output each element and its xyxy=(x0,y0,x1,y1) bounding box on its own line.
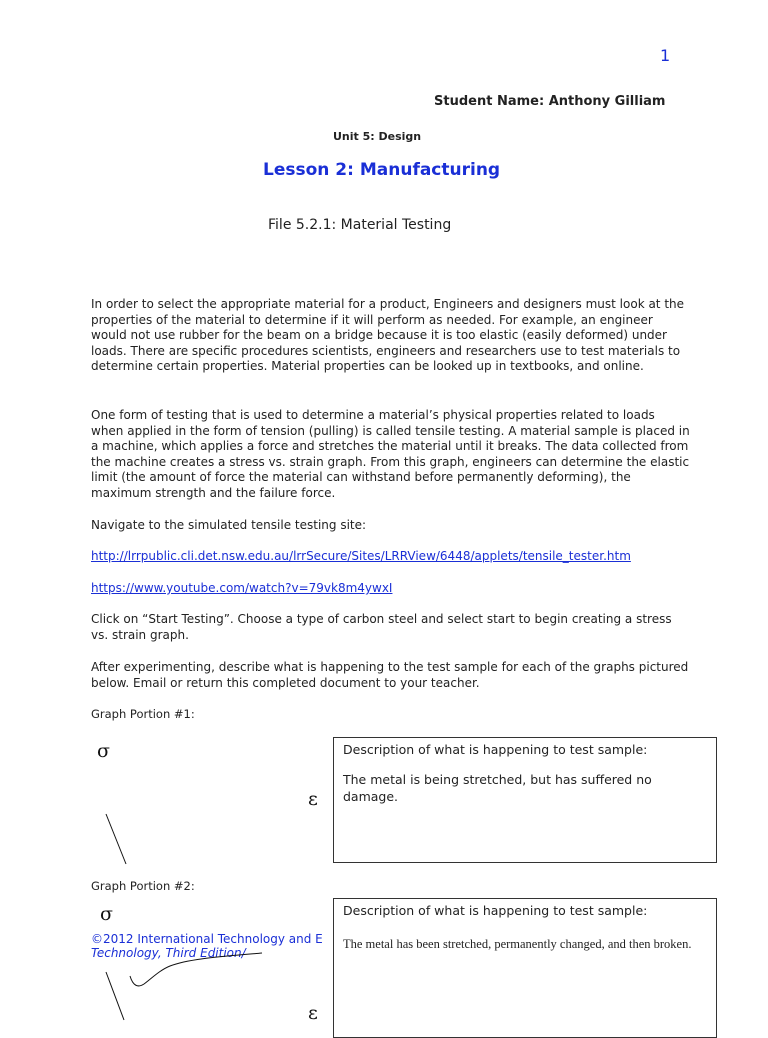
graph-1-description-box[interactable] xyxy=(333,737,717,863)
graph-1-answer[interactable]: The metal is being stretched, but has suffered no damage. xyxy=(343,772,652,804)
graph-1-curve xyxy=(100,810,140,870)
graph-1-stress-symbol: σ xyxy=(97,740,110,762)
graph-2-strain-symbol: ε xyxy=(308,1002,318,1024)
graph-1-description-title: Description of what is happening to test sample: xyxy=(343,742,648,757)
tensile-paragraph: One form of testing that is used to determine a material’s physical properties related to loads when applied in the form of tension (pulling) is called tensile testing. A material sample is placed in a machine, which applies a force and stretches the material until it breaks. The data collected from the machine creates a stress vs. strain graph. From this graph, engineers can determine the elastic limit (the amount of force the material can withstand before permanently deforming), the maximum strength and the failure force. xyxy=(91,408,690,500)
page-number: 1 xyxy=(660,46,671,65)
graph-2-label: Graph Portion #2: xyxy=(91,879,195,893)
intro-paragraph: In order to select the appropriate material for a product, Engineers and designers must look at the properties of the material to determine if it will perform as needed. For example, an engineer would not use rubber for the beam on a bridge because it is too elastic (easily deformed) under loads. There are specific procedures scientists, engineers and researchers use to test materials to determine certain properties. Material properties can be looked up in textbooks, and online. xyxy=(91,297,685,374)
instructions-paragraph: Click on “Start Testing”. Choose a type of carbon steel and select start to begin creating a stress vs. strain graph. xyxy=(91,612,672,642)
lesson-title: Lesson 2: Manufacturing xyxy=(263,160,501,180)
graph-2-description-box[interactable] xyxy=(333,898,717,1038)
assignment-paragraph: After experimenting, describe what is happening to the test sample for each of the graphs pictured below. Email or return this completed document to your teacher. xyxy=(91,660,689,690)
tensile-tester-link[interactable]: http://lrrpublic.cli.det.nsw.edu.au/lrrSecure/Sites/LRRView/6448/applets/tensile_tester.htm xyxy=(91,549,631,563)
navigate-text: Navigate to the simulated tensile testing site: xyxy=(91,518,367,532)
graph-2-description-title: Description of what is happening to test sample: xyxy=(343,903,648,918)
graph-2-answer[interactable]: The metal has been stretched, permanently changed, and then broken. xyxy=(343,937,692,951)
graph-2-curve xyxy=(100,948,270,1024)
unit-heading: Unit 5: Design xyxy=(333,130,422,143)
copyright-text: ©2012 International Technology and E xyxy=(91,932,323,946)
graph-1-strain-symbol: ε xyxy=(308,788,318,810)
book-title: Technology, Third Edition/ xyxy=(91,946,246,960)
graph-1-label: Graph Portion #1: xyxy=(91,707,195,721)
file-title: File 5.2.1: Material Testing xyxy=(268,217,452,233)
youtube-link[interactable]: https://www.youtube.com/watch?v=79vk8m4ywxI xyxy=(91,581,393,595)
graph-2-stress-symbol: σ xyxy=(100,903,113,925)
student-name: Student Name: Anthony Gilliam xyxy=(434,94,666,109)
